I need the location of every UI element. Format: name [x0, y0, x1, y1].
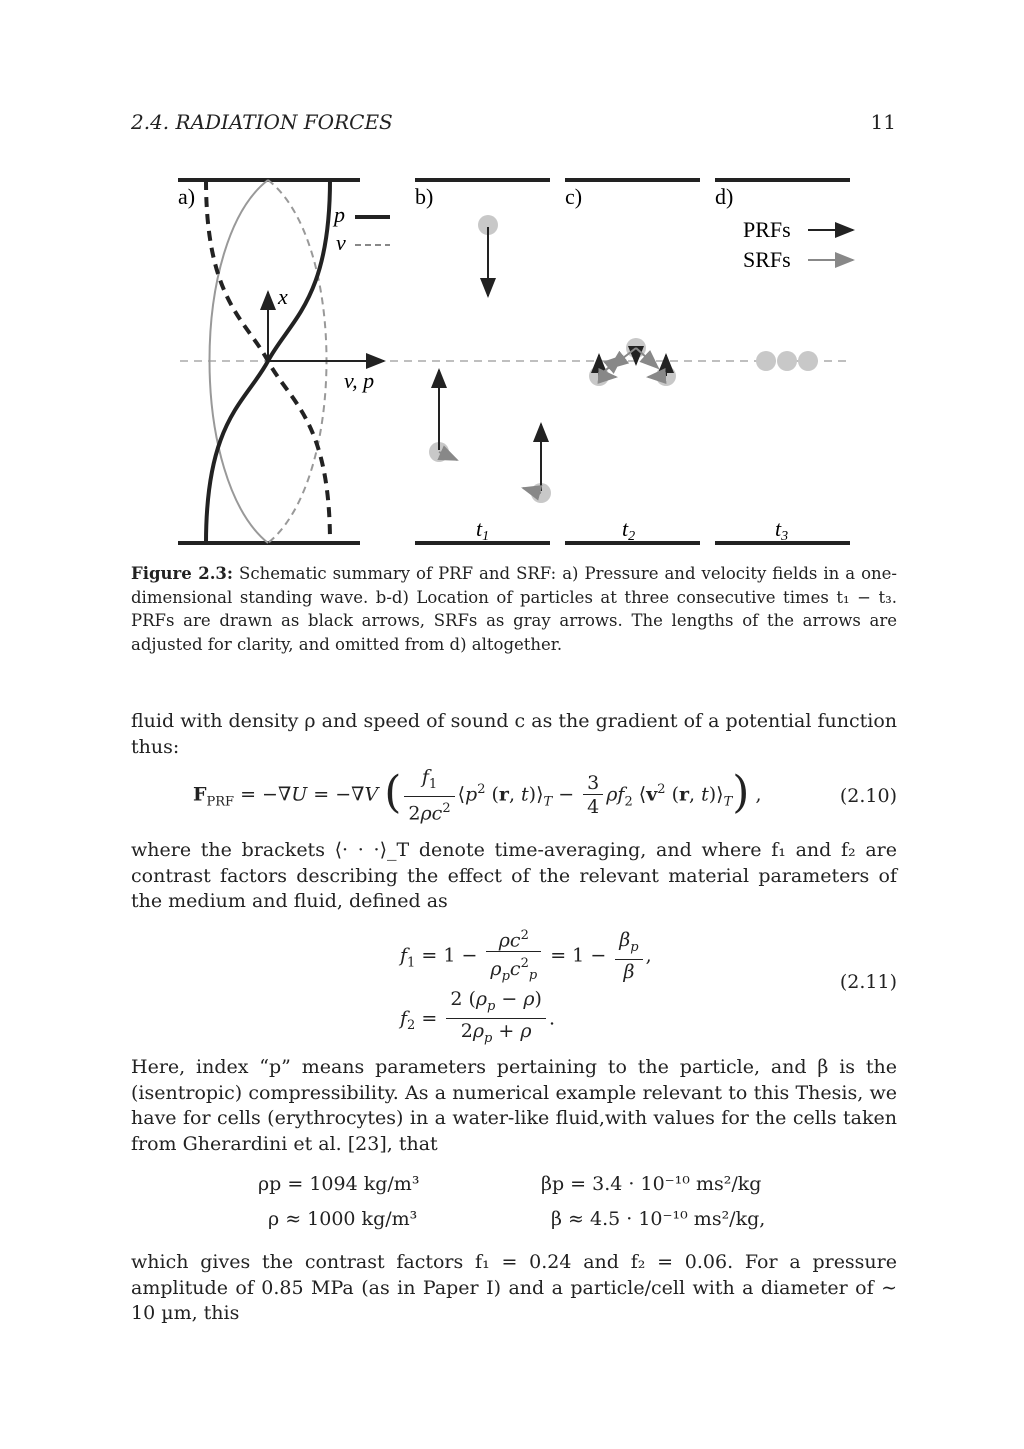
particle: [777, 351, 797, 371]
vp-label: v, p: [344, 368, 375, 393]
panel-c-label: c): [565, 184, 583, 209]
t2-label: t2: [622, 516, 636, 544]
panel-b: [415, 180, 551, 544]
equation-number-2-11: (2.11): [839, 971, 897, 993]
v-label: v: [336, 230, 346, 255]
legend-srf-label: SRFs: [743, 247, 791, 272]
paragraph-2: where the brackets ⟨· · ·⟩_T denote time-averaging, and where f₁ and f₂ are contrast factors describing the effect of the relevant material parameters of the medium and fluid, defined as: [131, 839, 897, 912]
figure-2-3: [170, 170, 860, 552]
x-label: x: [278, 284, 288, 309]
t1-label: t1: [476, 516, 490, 544]
value-beta-p: βp = 3.4 · 10⁻¹⁰ ms²/kg: [541, 1173, 762, 1195]
panel-b-label: b): [415, 184, 434, 209]
p-label: p: [334, 202, 345, 227]
paragraph-4: which gives the contrast factors f₁ = 0.24 and f₂ = 0.06. For a pressure amplitude of 0.85 MPa (as in Paper I) and a particle/cell with a diameter of ∼ 10 µm, this: [131, 1251, 897, 1324]
equation-number-2-10: (2.10): [839, 785, 897, 807]
panel-a-label: a): [178, 184, 196, 209]
paragraph-1: fluid with density ρ and speed of sound c as the gradient of a potential function thus:: [131, 710, 897, 758]
figure-caption: [131, 562, 897, 656]
value-rho: ρ ≈ 1000 kg/m³: [268, 1208, 418, 1230]
panel-c: [565, 180, 700, 544]
value-rho-p: ρp = 1094 kg/m³: [258, 1173, 420, 1195]
equation-2-10: $F_{PRF} = -\nabla U = -\nabla V$ ( $\frac{f_1}{2\rho c^2}$ $⟨p^2$ (r, $t)⟩_T$ − $\frac{3}{4}$ $\rho f_2$ $⟨v^2$ (r, $t)⟩_T$) ,: [193, 766, 762, 825]
caption-label: Figure 2.3:: [131, 564, 234, 583]
caption-text: Schematic summary of PRF and SRF: a) Pressure and velocity fields in a one-dimensional standing wave. b-d) Location of particles at three consecutive times t₁ − t₃. PRFs are drawn as black arrows, SRFs as gray arrows. The lengths of the arrows are adjusted for clarity, and omitted from d) altogether.: [131, 564, 898, 654]
running-header: [131, 110, 896, 138]
equation-2-11-f1: $f_1 = 1$ − $\frac{\rho c^2}{\rho_pc^2_p}$ = 1 − $\frac{\beta_p}{\beta}$ ,: [400, 925, 652, 988]
particle: [756, 351, 776, 371]
value-beta: β ≈ 4.5 · 10⁻¹⁰ ms²/kg,: [551, 1208, 766, 1230]
equation-2-11-f2: $f_2$ = $\frac{2 (\rho_p - \rho)}{2\rho_p + \rho}$ .: [400, 988, 556, 1046]
panel-d: [715, 180, 853, 544]
page-number: 11: [870, 110, 896, 134]
paragraph-3: Here, index “p” means parameters pertaining to the particle, and β is the (isentropic) compressibility. As a numerical example relevant to this Thesis, we have for cells (erythrocytes) in a water-like fluid,with values for the cells taken from Gherardini et al. [23], that: [131, 1056, 897, 1155]
t3-label: t3: [775, 516, 789, 544]
legend-prf-label: PRFs: [743, 217, 791, 242]
particle: [798, 351, 818, 371]
section-title: 2.4. RADIATION FORCES: [131, 110, 393, 134]
panel-d-label: d): [715, 184, 734, 209]
